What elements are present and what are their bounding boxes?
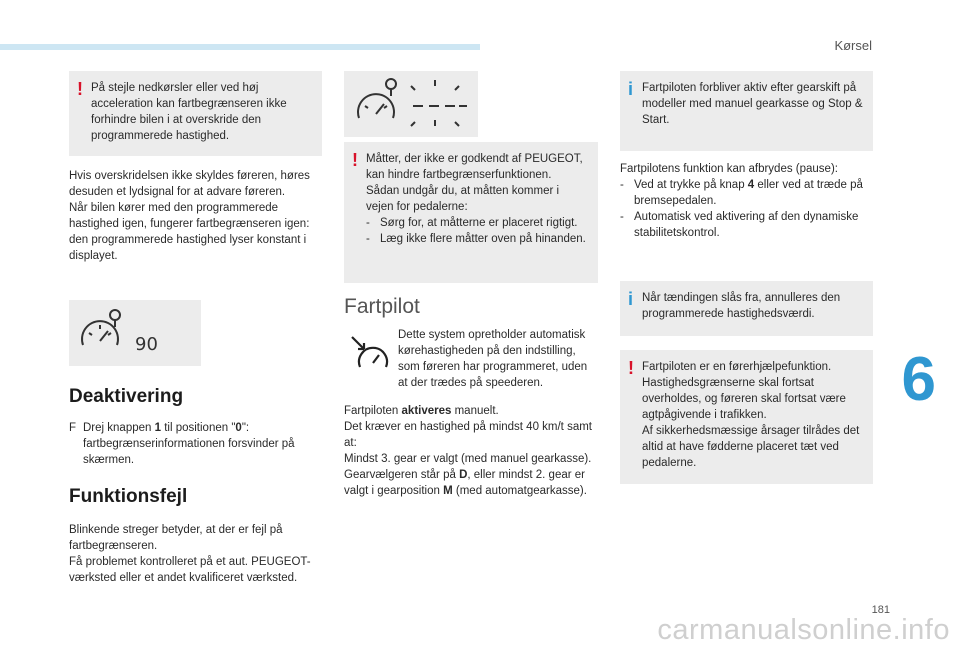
info-box-ignition	[620, 281, 873, 336]
pause-intro: Fartpilotens funktion kan afbrydes (pause):	[620, 163, 838, 175]
info-icon: i	[628, 79, 634, 99]
cruise-intro-block	[344, 329, 598, 391]
warning-box-mats	[344, 142, 598, 283]
middle-column	[344, 71, 598, 499]
cruise-activation: Fartpiloten aktiveres manuelt.	[344, 405, 499, 417]
fault-paragraph-2: Få problemet kontrolleret på et aut. PEUGEOT-værksted eller et andet kvalificeret værksted.	[69, 556, 311, 584]
watermark: carmanualsonline.info	[657, 614, 950, 646]
cruise-intro-text: Dette system opretholder automatisk kørehastigheden på den indstilling, som føreren har programmeret, uden at der trædes på speederen.	[398, 329, 588, 389]
pause-list	[620, 177, 873, 241]
overspeed-paragraph: Hvis overskridelsen ikke skyldes føreren, høres desuden et lydsignal for at advare føreren.	[69, 170, 310, 198]
deactivation-heading: Deaktivering	[69, 386, 184, 407]
speed-limiter-display-illustration	[69, 300, 201, 366]
info-text: Når tændingen slås fra, annulleres den programmerede hastighedsværdi.	[642, 292, 841, 320]
warning-icon: !	[77, 79, 83, 99]
mats-intro: Måtter, der ikke er godkendt af PEUGEOT, kan hindre fartbegrænserfunktionen.	[366, 153, 583, 181]
info-text: Fartpiloten forbliver aktiv efter gearskift på modeller med manuel gearkasse og Stop & Start.	[642, 82, 863, 126]
assist-line-2: Hastighedsgrænserne skal fortsat overholdes, og føreren skal fortsat være agtpågivende i trafikken.	[642, 377, 846, 421]
list-item: - Automatisk ved aktivering af den dynamiske stabilitetskontrol.	[620, 211, 859, 239]
list-item: - Læg ikke flere måtter oven på hinanden.	[366, 233, 586, 245]
display-value: 90	[135, 334, 158, 355]
cruise-heading: Fartpilot	[344, 295, 420, 318]
cruise-control-icon	[350, 333, 392, 375]
assist-line-1: Fartpiloten er en førerhjælpefunktion.	[642, 361, 832, 373]
warning-icon: !	[628, 358, 634, 378]
cruise-auto-gear: Gearvælgeren står på D, eller mindst 2. gear er valgt i gearposition M (med automatgearkasse).	[344, 469, 587, 497]
list-item: - Sørg for, at måtterne er placeret rigtigt.	[366, 217, 578, 229]
page-number: 181	[871, 604, 890, 616]
cruise-blink-display-illustration	[344, 71, 478, 137]
warning-icon: !	[352, 150, 358, 170]
section-title: Kørsel	[834, 38, 872, 53]
warning-box-downhill	[69, 71, 322, 156]
header-bar	[0, 44, 480, 50]
deactivation-step: F Drej knappen 1 til positionen "0": fartbegrænserinformationen forsvinder på skærmen.	[69, 422, 295, 466]
right-column	[620, 71, 873, 484]
resume-paragraph: Når bilen kører med den programmerede hastighed igen, fungerer fartbegrænseren igen: den programmerede hastighed lyser konstant i displayet.	[69, 202, 310, 262]
deactivation-steps	[69, 420, 322, 468]
speedometer-limit-icon	[75, 307, 195, 359]
chapter-number: 6	[901, 345, 936, 414]
blinking-speedometer-icon	[351, 74, 471, 134]
info-icon: i	[628, 289, 634, 309]
left-column	[69, 71, 322, 586]
cruise-requirement: Det kræver en hastighed på mindst 40 km/t samt at:	[344, 421, 592, 449]
cruise-manual-gear: Mindst 3. gear er valgt (med manuel gearkasse).	[344, 453, 592, 465]
assist-line-3: Af sikkerhedsmæssige årsager tilrådes det altid at have fødderne placeret tæt ved pedalerne.	[642, 425, 860, 469]
mats-list	[366, 215, 588, 247]
fault-paragraph-1: Blinkende streger betyder, at der er fejl på fartbegrænseren.	[69, 524, 283, 552]
list-item: - Ved at trykke på knap 4 eller ved at træde på bremsepedalen.	[620, 179, 863, 207]
mats-avoid: Sådan undgår du, at måtten kommer i vejen for pedalerne:	[366, 185, 560, 213]
warning-text: På stejle nedkørsler eller ved høj acceleration kan fartbegrænseren ikke forhindre bilen i at overskride den programmerede hastighed.	[91, 82, 287, 142]
info-box-gearshift	[620, 71, 873, 151]
warning-box-driver-assist	[620, 350, 873, 484]
fault-heading: Funktionsfejl	[69, 486, 188, 507]
arrow-icon: F	[69, 422, 77, 434]
